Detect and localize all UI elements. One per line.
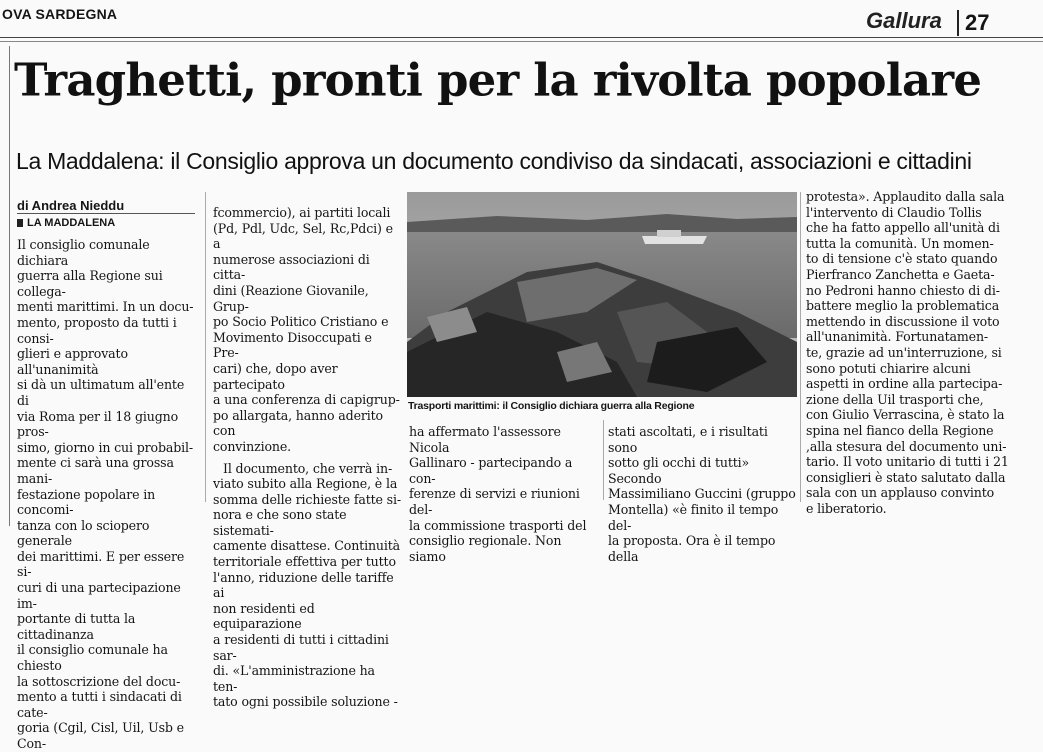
article-subheadline: La Maddalena: il Consiglio approva un documento condiviso da sindacati, associazioni e cittadini: [16, 148, 972, 174]
header-rule: [0, 37, 1043, 38]
article-column-3: [409, 424, 601, 564]
column-2-text-a: fcommercio), ai partiti locali (Pd, Pdl, Udc, Sel, Rc,Pdci) e a numerose associazioni di citta- dini (Reazione Giovanile, Grup- po Socio Politico Cristiano e Movimento Disoccupati e Pre- cari) che, dopo aver partecipato a una conferenza di capigrup- po allargata, hanno aderito con convinzione.: [213, 205, 400, 454]
article-headline: Traghetti, pronti per la rivolta popolare: [14, 53, 982, 107]
column-divider: [205, 192, 206, 502]
article-dateline: [17, 217, 115, 229]
article-column-5: [806, 189, 1038, 516]
article-column-2: [213, 205, 401, 710]
column-4-text: stati ascoltati, e i risultati sono sotto gli occhi di tutti» Secondo Massimiliano Guccini (gruppo Montella) «è finito il tempo del- la proposta. Ora è il tempo della: [608, 424, 796, 564]
page-header: [0, 0, 1043, 36]
article-byline: di Andrea Nieddu: [17, 198, 125, 213]
page-margin-line: [9, 46, 10, 526]
ferry-photo-image: [407, 192, 797, 397]
article-column-1: [17, 237, 199, 752]
column-divider: [603, 420, 604, 500]
column-3-text: ha affermato l'assessore Nicola Gallinaro - partecipando a con- ferenze di servizi e riunioni del- la commissione trasporti del consiglio regionale. Non siamo: [409, 424, 587, 564]
header-separator: [957, 10, 959, 36]
ferry-photo: [407, 192, 797, 397]
section-name: Gallura: [866, 8, 942, 33]
header-rule-thin: [0, 41, 1043, 42]
photo-caption: Trasporti marittimi: il Consiglio dichiara guerra alla Regione: [408, 400, 695, 412]
page-number: 27: [965, 10, 990, 35]
byline-rule: [17, 213, 195, 214]
column-5-text: protesta». Applaudito dalla sala l'intervento di Claudio Tollis che ha fatto appello all'unità di tutta la comunità. Un momen- to di tensione c'è stato quando Pierfranco Zanchetta e Gaeta- no Pedroni hanno chiesto di di- battere meglio la problematica mettendo in discussione il voto all'unanimità. Fortunatamen- te, grazie ad un'interruzione, si sono potuti chiarire alcuni aspetti in ordine alla partecipa- zione della Uil trasporti che, con Giulio Verrascina, è stato la spina nel fianco della Regione ,alla stesura del documento uni- tario. Il voto unitario di tutti i 21 consiglieri è stato salutato dalla sala con un applauso convinto e liberatorio.: [806, 189, 1009, 516]
column-2-text-b: Il documento, che verrà in- viato subito alla Regione, è la somma delle richieste fatte si- nora e che sono state sistemati- camente disattese. Continuità territoriale effettiva per tutto l'anno, riduzione delle tariffe ai non residenti ed equiparazione a residenti di tutti i cittadini sar- di. «L'amministrazione ha ten- tato ogni possibile soluzione -: [213, 460, 401, 710]
column-divider: [800, 192, 801, 502]
dateline-text: LA MADDALENA: [27, 217, 116, 229]
dateline-square-icon: [17, 219, 23, 227]
article-column-4: [608, 424, 800, 564]
newspaper-name: OVA SARDEGNA: [2, 6, 118, 22]
column-1-text: Il consiglio comunale dichiara guerra alla Regione sui collega- menti marittimi. In un docu- mento, proposto da tutti i consi- glieri e approvato all'unanimità si dà un ultimatum all'ente di via Roma per il 18 giugno pros- simo, giorno in cui probabil- mente ci sarà una grossa mani- festazione popolare in concomi- tanza con lo sciopero generale dei marittimi. E per essere si- curi di una partecipazione im- portante di tutta la cittadinanza il consiglio comunale ha chiesto la sottoscrizione del docu- mento a tutti i sindacati di cate- goria (Cgil, Cisl, Uil, Usb e Con-: [17, 237, 194, 751]
